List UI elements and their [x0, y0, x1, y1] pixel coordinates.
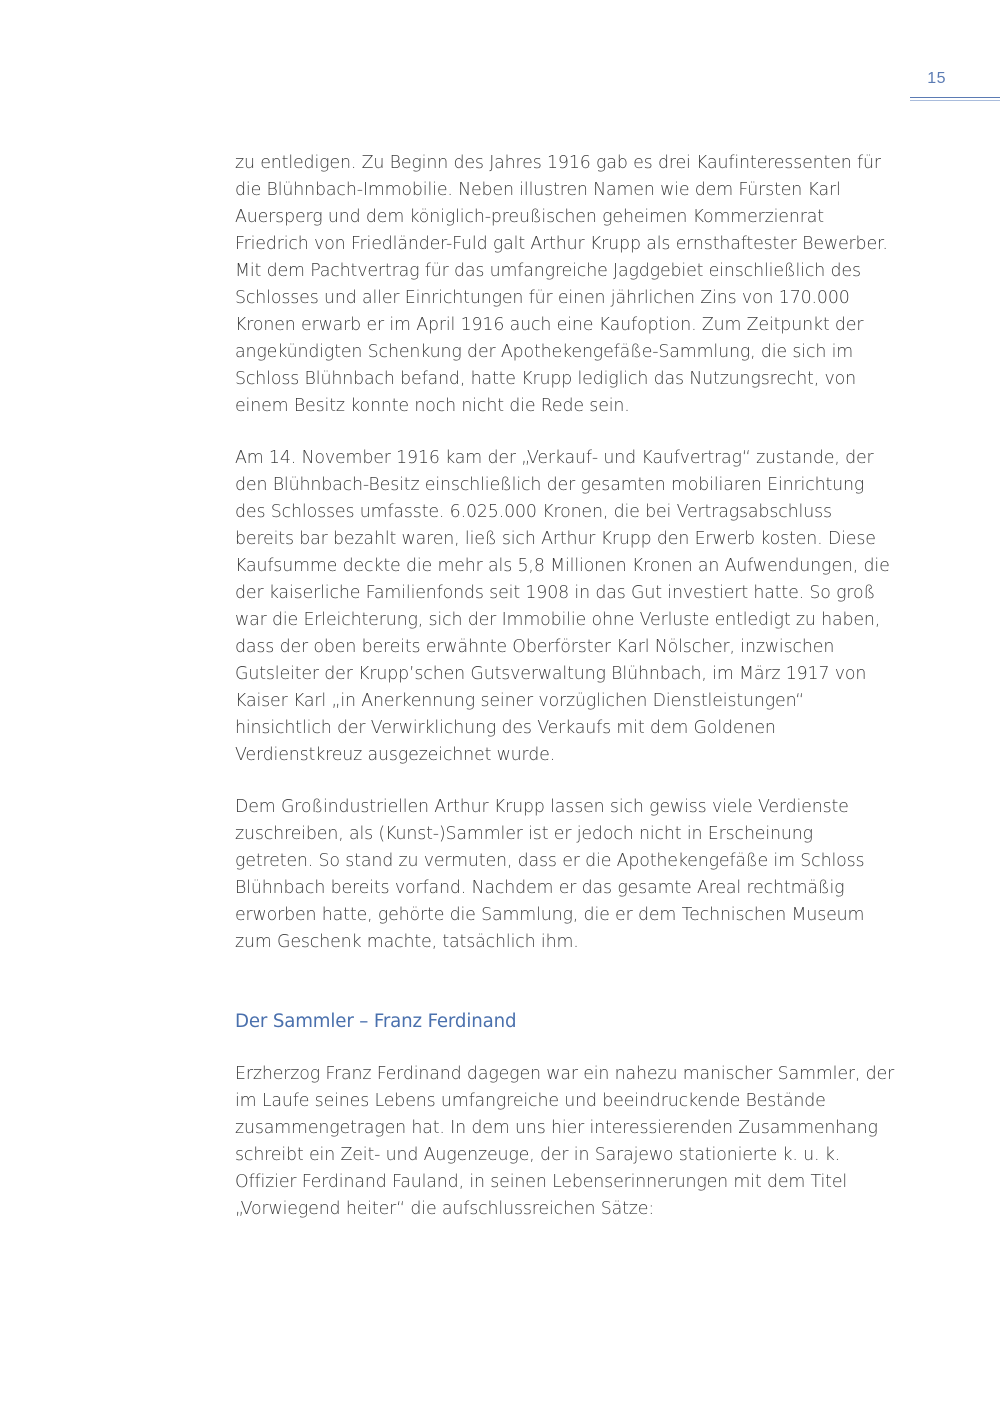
- paragraph-krupp-collector: Dem Großindustriellen Arthur Krupp lassen sich gewiss viele Verdienste zuschreiben, als (Kunst-)Sammler ist er jedoch nicht in Erscheinung getreten. So stand zu vermuten, dass er die Apothekengefäße im Schloss Blühnbach bereits vorfand. Nachdem er das gesamte Areal rechtmäßig erworben hatte, gehörte die Sammlung, die er dem Technischen Museum zum Geschenk machte, tatsächlich ihm.: [235, 797, 865, 952]
- paragraph-purchase-option: zu entledigen. Zu Beginn des Jahres 1916 gab es drei Kaufinteressenten für die Blühnbach-Immobilie. Neben illustren Namen wie dem Fürsten Karl Auersperg und dem königlich-preußischen geheimen Kommerzienrat Friedrich von Friedländer-Fuld galt Arthur Krupp als ernsthaftester Bewerber. Mit dem Pachtvertrag für das umfangreiche Jagdgebiet einschließlich des Schlosses und aller Einrichtungen für einen jährlichen Zins von 170.000 Kronen erwarb er im April 1916 auch eine Kaufoption. Zum Zeitpunkt der angekündigten Schenkung der Apothekengefäße-Sammlung, die sich im Schloss Blühnbach befand, hatte Krupp lediglich das Nutzungsrecht, von einem Besitz konnte noch nicht die Rede sein.: [235, 153, 888, 416]
- header-rule: [910, 97, 1000, 98]
- paragraph-franz-ferdinand: Erzherzog Franz Ferdinand dagegen war ein nahezu manischer Sammler, der im Laufe seines Lebens umfangreiche und beeindruckende Bestände zusammengetragen hat. In dem uns hier interessierenden Zusammenhang schreibt ein Zeit- und Augenzeuge, der in Sarajewo stationierte k. u. k. Offizier Ferdinand Fauland, in seinen Lebenserinnerungen mit dem Titel „Vorwiegend heiter“ die aufschlussreichen Sätze:: [235, 1064, 895, 1219]
- text-column: [235, 150, 895, 1223]
- paragraph-sales-contract: Am 14. November 1916 kam der „Verkauf- und Kaufvertrag“ zustande, der den Blühnbach-Besitz einschließlich der gesamten mobiliaren Einrichtung des Schlosses umfasste. 6.025.000 Kronen, die bei Vertragsabschluss bereits bar bezahlt waren, ließ sich Arthur Krupp den Erwerb kosten. Diese Kaufsumme deckte die mehr als 5,8 Millionen Kronen an Aufwendungen, die der kaiserliche Familienfonds seit 1908 in das Gut investiert hatte. So groß war die Erleichterung, sich der Immobilie ohne Verluste entledigt zu haben, dass der oben bereits erwähnte Oberförster Karl Nölscher, inzwischen Gutsleiter der Krupp’schen Gutsverwaltung Blühnbach, im März 1917 von Kaiser Karl „in Anerkennung seiner vorzüglichen Dienstleistungen“ hinsichtlich der Verwirklichung des Verkaufs mit dem Goldenen Verdienstkreuz ausgezeichnet wurde.: [235, 448, 890, 765]
- page-number: 15: [927, 70, 946, 87]
- section-heading: Der Sammler – Franz Ferdinand: [235, 1011, 517, 1032]
